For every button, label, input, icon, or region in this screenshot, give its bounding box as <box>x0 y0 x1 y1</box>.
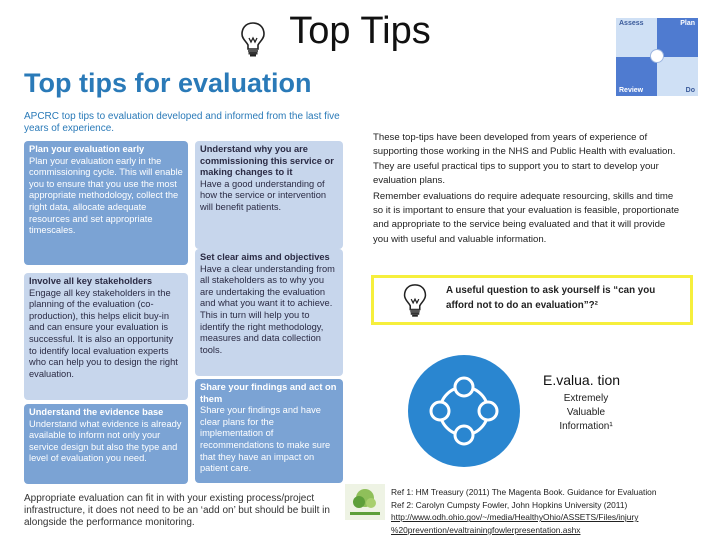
description-paragraph-1: These top-tips have been developed from years of experience of supporting those working in the NHS and Public Health with evaluation. They are useful practical tips to support you to start to develop your evaluation plans. <box>373 132 676 187</box>
references <box>391 486 716 536</box>
tip-share-findings <box>195 379 343 483</box>
tip-heading: Share your findings and act on them <box>200 382 337 404</box>
reference-2: Ref 2: Carolyn Cumpsty Fowler, John Hopkins University (2011) <box>391 499 628 510</box>
tip-involve-stakeholders <box>24 273 188 400</box>
tip-body: Engage all key stakeholders in the planning of the evaluation (co-production), this helps elicit buy-in and can ensure your evaluation is successful. It is also an opportunity to identify local evaluation experts who can help you to design the right evaluation. <box>29 287 178 379</box>
panel-intro: APCRC top tips to evaluation developed and informed from the last five years of experience. <box>24 111 340 134</box>
reference-link[interactable] <box>391 511 716 536</box>
tip-heading: Understand why you are commissioning this service or making changes to it <box>200 144 334 178</box>
cycle-plan-label: Plan <box>657 18 698 57</box>
tip-body: Understand what evidence is already available to inform not only your service design but also the type and level of evaluation you need. <box>29 418 182 464</box>
tip-heading: Involve all key stakeholders <box>29 276 152 286</box>
tip-plan-early <box>24 141 188 265</box>
tip-clear-aims <box>195 249 343 376</box>
callout-text: A useful question to ask yourself is “can you afford not to do an evaluation”?² <box>446 285 656 311</box>
description-text <box>373 131 683 248</box>
acronym-line-2: Valuable <box>566 407 606 418</box>
tip-heading: Set clear aims and objectives <box>200 252 330 262</box>
reference-1: Ref 1: HM Treasury (2011) The Magenta Book. Guidance for Evaluation <box>391 487 657 497</box>
tip-evidence-base <box>24 404 188 484</box>
tip-body: Share your findings and have clear plans for the implementation of recommendations to make sure that they have an impact on patient care. <box>200 405 331 474</box>
lightbulb-icon <box>399 282 431 320</box>
reference-link-line-1: http://www.odh.ohio.gov/~/media/HealthyOhio/ASSETS/Files/injury <box>391 512 639 523</box>
panel-title: Top tips for evaluation <box>24 68 312 98</box>
evaluation-title: E.valua. tion <box>543 372 621 388</box>
cycle-review-label: Review <box>616 57 657 96</box>
cycle-assess-label: Assess <box>616 18 657 57</box>
tip-body: Plan your evaluation early in the commissioning cycle. This will enable you to ensure that you use the most appropriate methodology, collect the right data, allocate adequate resources and set appropriate timescales. <box>29 155 183 236</box>
evaluation-cycle-diagram <box>405 352 523 470</box>
tip-heading: Understand the evidence base <box>29 407 164 417</box>
acronym-line-3: Information¹ <box>559 421 613 432</box>
tip-body: Have a clear understanding from all stakeholders as to why you are undertaking the evaluation and what you want it to achieve. This in turn will help you to identify the right methodology, measures and data collection tools. <box>200 263 335 355</box>
assess-plan-do-review-cycle-image <box>616 18 698 96</box>
tip-heading: Plan your evaluation early <box>29 144 145 154</box>
reference-link-line-2: %20prevention/evaltrainingfowlerpresentation.ashx <box>391 524 581 535</box>
acronym-line-1: Extremely <box>563 393 609 404</box>
description-paragraph-2: Remember evaluations do require adequate resourcing, skills and time so it is important to ensure that your evaluation is feasible, proportionate and appropriate to the service being evaluated and that it will provide you with useful and valuable information. <box>373 190 680 245</box>
panel-footer-note: Appropriate evaluation can fit in with your existing process/project infrastructure, it does not need to be an ‘add on’ but should be built in alongside the performance monitoring. <box>24 493 330 529</box>
tip-understand-why <box>195 141 343 249</box>
slide-title: Top Tips <box>289 10 431 52</box>
organisation-logo <box>345 484 385 520</box>
cycle-do-label: Do <box>657 57 698 96</box>
evaluation-acronym <box>540 392 632 434</box>
cycle-center-dot <box>650 49 664 63</box>
tip-body: Have a good understanding of how the service or intervention will benefit patients. <box>200 178 327 213</box>
question-callout <box>371 275 693 325</box>
